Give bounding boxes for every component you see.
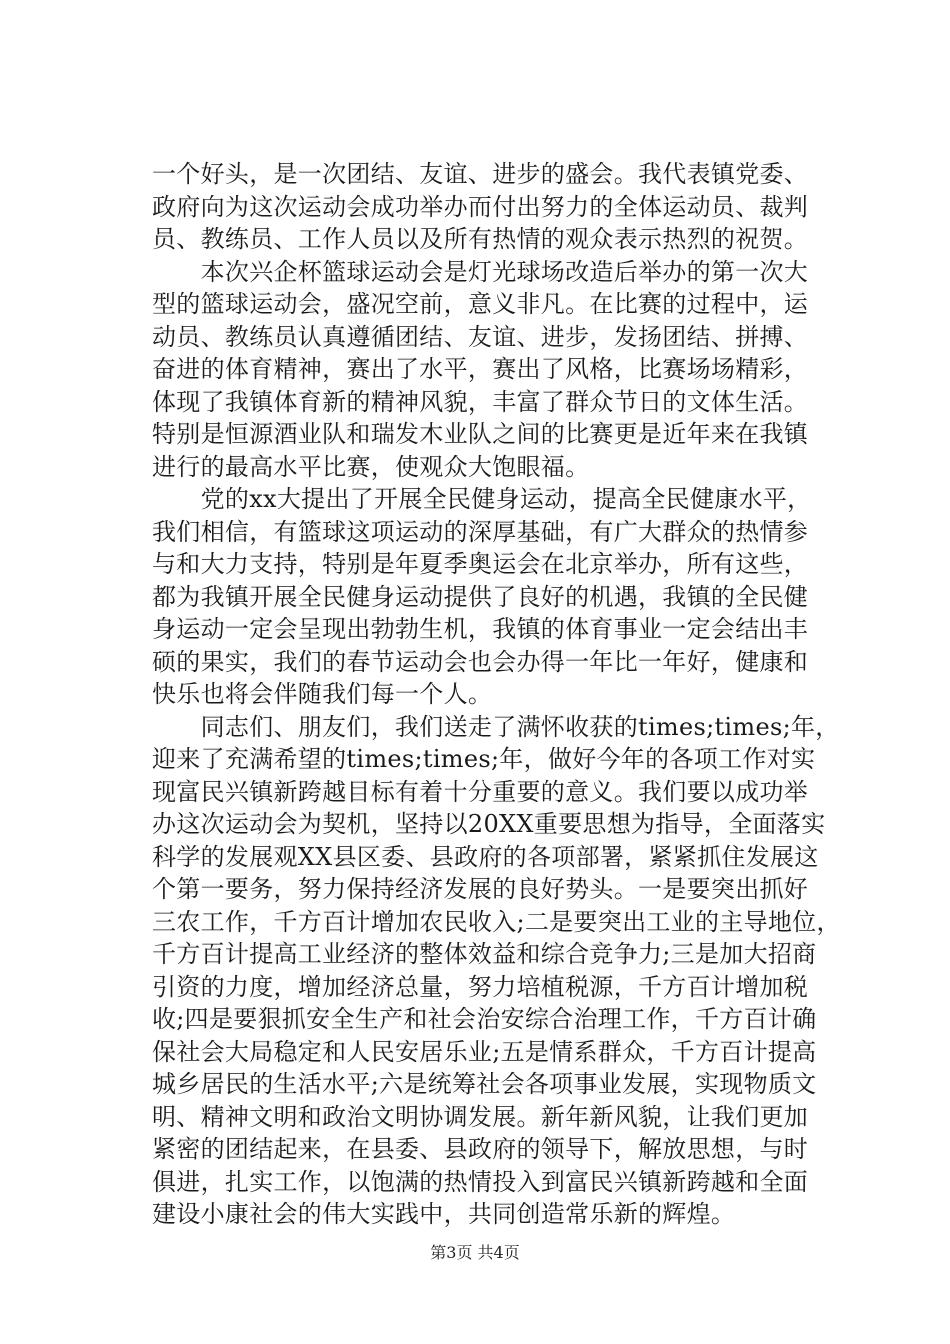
text-line: 本次兴企杯篮球运动会是灯光球场改造后举办的第一次大 xyxy=(152,257,809,286)
text-line: 个第一要务，努力保持经济发展的良好势头。一是要突出抓好 xyxy=(152,875,809,903)
text-line: 型的篮球运动会，盛况空前，意义非凡。在比赛的过程中，运 xyxy=(152,290,809,318)
text-line: 保社会大局稳定和人民安居乐业;五是情系群众，千方百计提高 xyxy=(152,1037,817,1066)
text-line: 引资的力度，增加经济总量，努力培植税源，千方百计增加税 xyxy=(152,972,809,1001)
text-line: 我们相信，有篮球这项运动的深厚基础，有广大群众的热情参 xyxy=(152,517,809,546)
text-line: 俱进，扎实工作，以饱满的热情投入到富民兴镇新跨越和全面 xyxy=(152,1167,809,1196)
page-number-footer: 第3页 共4页 xyxy=(430,1243,520,1262)
text-line: 特别是恒源酒业队和瑞发木业队之间的比赛更是近年来在我镇 xyxy=(152,420,809,448)
text-line: 现富民兴镇新跨越目标有着十分重要的意义。我们要以成功举 xyxy=(152,777,809,806)
text-line: 千方百计提高工业经济的整体效益和综合竞争力;三是加大招商 xyxy=(152,940,817,968)
text-line: 办这次运动会为契机，坚持以20XX重要思想为指导，全面落实 xyxy=(152,810,826,838)
text-line: 一个好头，是一次团结、友谊、进步的盛会。我代表镇党委、 xyxy=(152,160,809,188)
text-line: 三农工作，千方百计增加农民收入;二是要突出工业的主导地位， xyxy=(152,907,841,936)
text-line: 政府向为这次运动会成功举办而付出努力的全体运动员、裁判 xyxy=(152,192,809,221)
text-line: 员、教练员、工作人员以及所有热情的观众表示热烈的祝贺。 xyxy=(152,225,809,253)
text-line: 同志们、朋友们，我们送走了满怀收获的times;times;年， xyxy=(152,712,840,741)
text-line: 紧密的团结起来，在县委、县政府的领导下，解放思想，与时 xyxy=(152,1135,809,1163)
text-line: 与和大力支持，特别是年夏季奥运会在北京举办，所有这些， xyxy=(152,550,809,578)
text-line: 城乡居民的生活水平;六是统筹社会各项事业发展，实现物质文 xyxy=(152,1070,817,1098)
text-line: 迎来了充满希望的times;times;年，做好今年的各项工作对实 xyxy=(152,745,816,773)
text-line: 奋进的体育精神，赛出了水平，赛出了风格，比赛场场精彩， xyxy=(152,355,809,383)
text-line: 建设小康社会的伟大实践中，共同创造常乐新的辉煌。 xyxy=(152,1200,736,1228)
text-line: 快乐也将会伴随我们每一个人。 xyxy=(152,680,493,708)
text-line: 体现了我镇体育新的精神风貌，丰富了群众节日的文体生活。 xyxy=(152,387,809,416)
text-line: 硕的果实，我们的春节运动会也会办得一年比一年好，健康和 xyxy=(152,647,809,676)
text-line: 动员、教练员认真遵循团结、友谊、进步，发扬团结、拼搏、 xyxy=(152,322,809,351)
body-text xyxy=(152,158,841,1231)
text-line: 进行的最高水平比赛，使观众大饱眼福。 xyxy=(152,452,590,481)
text-line: 身运动一定会呈现出勃勃生机，我镇的体育事业一定会结出丰 xyxy=(152,615,809,643)
text-line: 科学的发展观XX县区委、县政府的各项部署，紧紧抓住发展这 xyxy=(152,842,819,871)
text-line: 都为我镇开展全民健身运动提供了良好的机遇，我镇的全民健 xyxy=(152,582,809,611)
text-line: 明、精神文明和政治文明协调发展。新年新风貌，让我们更加 xyxy=(152,1102,809,1131)
text-line: 收;四是要狠抓安全生产和社会治安综合治理工作，千方百计确 xyxy=(152,1005,817,1033)
text-line: 党的xx大提出了开展全民健身运动，提高全民健康水平， xyxy=(152,485,812,513)
